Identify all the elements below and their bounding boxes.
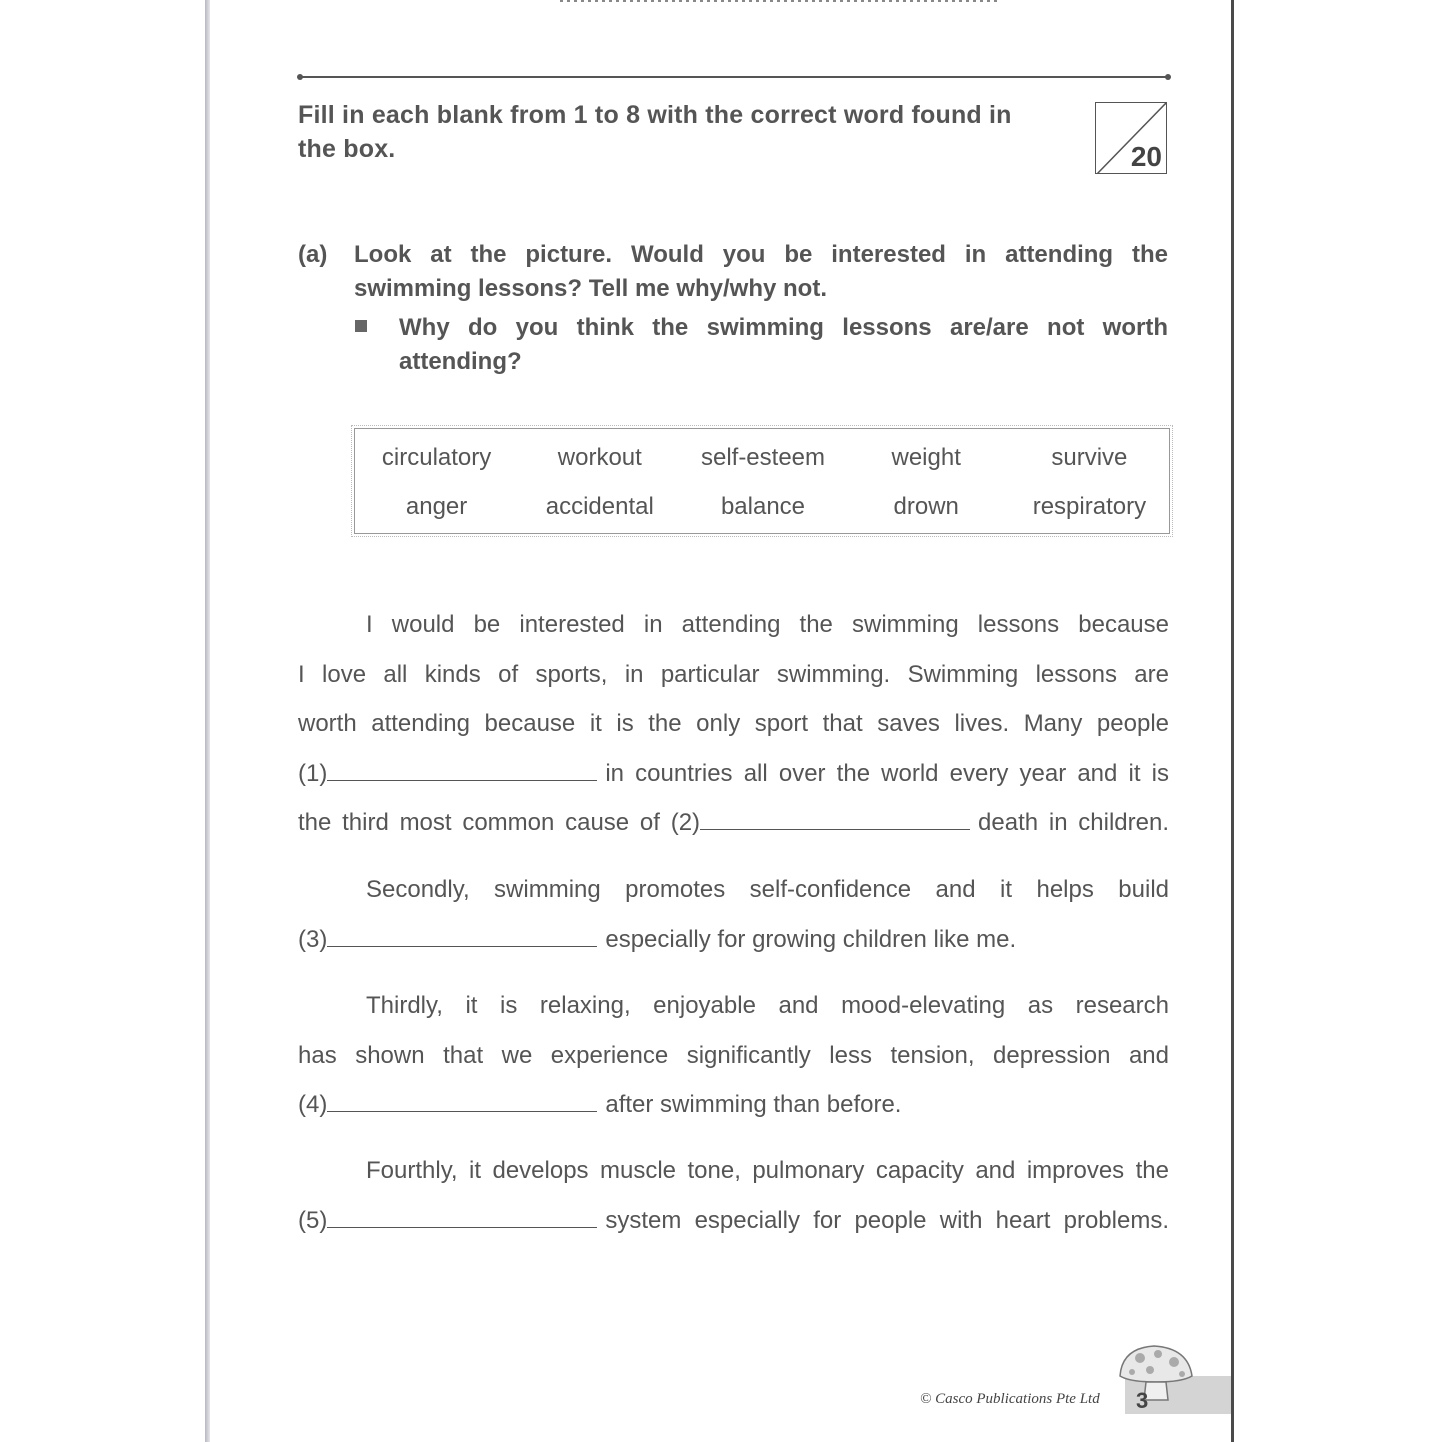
word-item: survive	[1051, 443, 1128, 471]
answer-blank-4[interactable]	[327, 1089, 597, 1112]
paragraph-2	[298, 865, 1169, 964]
mushroom-icon	[1112, 1342, 1196, 1402]
blank-number: (3)	[298, 925, 328, 953]
answer-blank-2[interactable]	[700, 807, 970, 830]
answer-blank-3[interactable]	[327, 924, 597, 947]
page-left-edge	[205, 0, 210, 1442]
blank-number: (2)	[670, 809, 701, 837]
page-right-edge	[1231, 0, 1234, 1442]
passage-text: system especially for people with heart problems.	[605, 1206, 1169, 1234]
word-item: accidental	[545, 492, 654, 520]
passage-line: Fourthly, it develops muscle tone, pulmonary capacity and improves the	[366, 1157, 1169, 1184]
instruction-heading: Fill in each blank from 1 to 8 with the correct word found in the box.	[298, 101, 1012, 163]
word-item: balance	[720, 492, 806, 520]
answer-blank-1[interactable]	[327, 758, 597, 781]
word-item: weight	[891, 443, 961, 471]
question-bullet-text: Why do you think the swimming lessons are/are not worth attending?	[399, 314, 1168, 375]
word-item: respiratory	[1032, 492, 1147, 520]
word-item: circulatory	[381, 443, 492, 471]
paragraph-3	[298, 981, 1169, 1130]
blank-number: (4)	[298, 1091, 328, 1119]
passage-line: has shown that we experience significantly less tension, depression and	[298, 1041, 1169, 1069]
copyright-text: © Casco Publications Pte Ltd	[920, 1391, 1100, 1407]
word-grid	[355, 429, 1171, 535]
passage-line: Thirdly, it is relaxing, enjoyable and mood-elevating as research	[366, 992, 1169, 1019]
question-text: Look at the picture. Would you be interested in attending the swimming lessons? Tell me why/why not.	[354, 241, 1168, 302]
word-item: drown	[893, 492, 959, 520]
passage-line: I would be interested in attending the swimming lessons because	[366, 611, 1169, 638]
passage-line: Secondly, swimming promotes self-confidence and it helps build	[366, 876, 1169, 903]
word-item: workout	[557, 443, 642, 471]
passage-text: the third most common cause of	[298, 809, 660, 837]
answer-blank-5[interactable]	[327, 1205, 597, 1228]
page-margin	[0, 0, 208, 1442]
word-item: anger	[405, 492, 468, 520]
blank-number: (5)	[298, 1206, 328, 1234]
page-number: 3	[1136, 1388, 1149, 1413]
square-bullet-icon	[355, 320, 367, 332]
word-item: self-esteem	[700, 443, 826, 471]
passage-text: in countries all over the world every year and it is	[605, 759, 1169, 787]
question-label: (a)	[298, 241, 328, 268]
word-box	[354, 428, 1170, 534]
score-box	[1095, 102, 1167, 174]
blank-number: (1)	[298, 759, 328, 787]
passage-line: worth attending because it is the only sport that saves lives. Many people	[298, 710, 1169, 738]
header-rule	[300, 76, 1168, 78]
paragraph-1	[298, 600, 1169, 848]
total-marks: 20	[1130, 141, 1162, 172]
passage-text: after swimming than before.	[605, 1091, 902, 1119]
top-dotted-line	[560, 0, 1000, 2]
passage-text: especially for growing children like me.	[605, 925, 1017, 953]
passage-line: I love all kinds of sports, in particular swimming. Swimming lessons are	[298, 660, 1169, 688]
paragraph-4	[298, 1146, 1169, 1245]
passage-text: death in children.	[978, 809, 1170, 837]
